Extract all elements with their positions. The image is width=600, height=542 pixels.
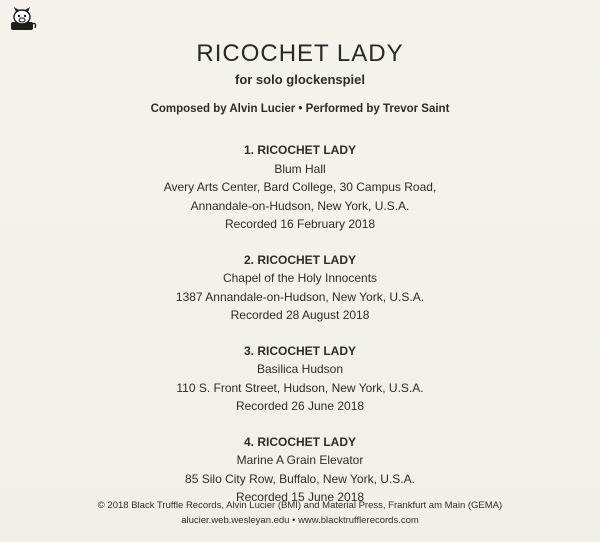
track-recorded-date: Recorded 26 June 2018 xyxy=(235,399,365,413)
track-venue: Marine A Grain Elevator xyxy=(236,453,364,467)
track-address: 85 Silo City Row, Buffalo, New York, U.S.A. xyxy=(185,471,415,486)
track-title: 4. RICOCHET LADY xyxy=(243,434,356,449)
track-list xyxy=(0,141,600,524)
track-venue: Basilica Hudson xyxy=(256,362,344,376)
track-item xyxy=(0,251,600,325)
track-address: 1387 Annandale-on-Hudson, New York, U.S.A. xyxy=(175,289,425,304)
copyright-notice: © 2018 Black Truffle Records, Alvin Lucier (BMI) and Material Press, Frankfurt am Main (GEMA) xyxy=(97,500,503,511)
track-address: Annandale-on-Hudson, New York, U.S.A. xyxy=(190,198,410,213)
track-title: 1. RICOCHET LADY xyxy=(243,143,356,157)
track-venue: Blum Hall xyxy=(274,161,326,176)
track-recorded-date: Recorded 16 February 2018 xyxy=(224,217,376,231)
track-recorded-date: Recorded 15 June 2018 xyxy=(235,490,365,504)
truffle-pig-logo-icon xyxy=(8,6,38,32)
track-venue: Chapel of the Holy Innocents xyxy=(222,271,378,285)
track-title: 3. RICOCHET LADY xyxy=(243,343,356,358)
track-address: Avery Arts Center, Bard College, 30 Campus Road, xyxy=(163,180,437,194)
track-item xyxy=(0,141,600,234)
credits-line: Composed by Alvin Lucier • Performed by Trevor Saint xyxy=(150,103,450,115)
album-title: RICOCHET LADY xyxy=(196,40,404,67)
track-recorded-date: Recorded 28 August 2018 xyxy=(230,308,370,322)
footer xyxy=(0,499,600,528)
track-item xyxy=(0,342,600,416)
website-links: alucier.web.wesleyan.edu • www.blacktrufflerecords.com xyxy=(181,514,419,526)
album-subtitle: for solo glockenspiel xyxy=(234,72,366,87)
track-item xyxy=(0,433,600,507)
track-title: 2. RICOCHET LADY xyxy=(243,252,356,267)
track-address: 110 S. Front Street, Hudson, New York, U.S.A. xyxy=(176,380,424,395)
